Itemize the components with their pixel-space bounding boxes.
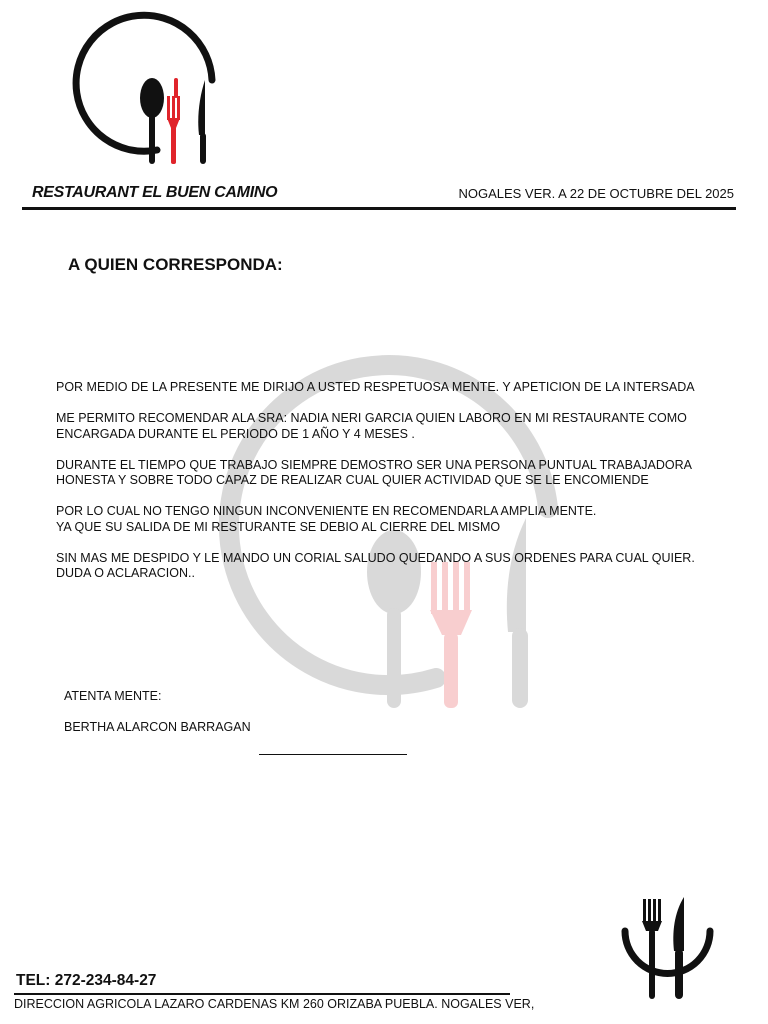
header-divider [22, 207, 736, 210]
closing: ATENTA MENTE: [64, 689, 162, 703]
signature-line [259, 754, 407, 755]
paragraph-farewell: SIN MAS ME DESPIDO Y LE MANDO UN CORIAL SALUDO QUEDANDO A SUS ORDENES PARA CUAL QUIER. DUDA O ACLARACION.. [56, 550, 695, 580]
footer-divider [14, 993, 510, 995]
salutation: A QUIEN CORRESPONDA: [68, 255, 283, 274]
paragraph-qualities: DURANTE EL TIEMPO QUE TRABAJO SIEMPRE DEMOSTRO SER UNA PERSONA PUNTUAL TRABAJADORA HONESTA Y SOBRE TODO CAPAZ DE REALIZAR CUAL QUIER ACTIVIDAD QUE SE LE ENCOMIENDE [56, 457, 693, 487]
address: DIRECCION AGRICOLA LAZARO CARDENAS KM 260 ORIZABA PUEBLA. NOGALES VER, [14, 997, 535, 1011]
paragraph-departure: POR LO CUAL NO TENGO NINGUN INCONVENIENTE EN RECOMENDARLA AMPLIA MENTE. YA QUE SU SALIDA DE MI RESTURANTE SE DEBIO AL CIERRE DEL MISMO [56, 504, 597, 534]
letter-body [56, 380, 736, 597]
telephone: TEL: 272-234-84-27 [16, 972, 157, 989]
plate-cutlery-logo-icon [62, 10, 222, 168]
cutlery-plate-icon [614, 893, 716, 1003]
signer-name: BERTHA ALARCON BARRAGAN [64, 720, 251, 734]
restaurant-name: RESTAURANT EL BUEN CAMINO [32, 184, 278, 201]
paragraph-intro: POR MEDIO DE LA PRESENTE ME DIRIJO A USTED RESPETUOSA MENTE. Y APETICION DE LA INTERSADA [56, 380, 695, 394]
paragraph-recommendation: ME PERMITO RECOMENDAR ALA SRA: NADIA NERI GARCIA QUIEN LABORO EN MI RESTAURANTE COMO ENCARGADA DURANTE EL PERIODO DE 1 AÑO Y 4 MESES . [56, 411, 687, 441]
place-date: NOGALES VER. A 22 DE OCTUBRE DEL 2025 [458, 186, 734, 201]
